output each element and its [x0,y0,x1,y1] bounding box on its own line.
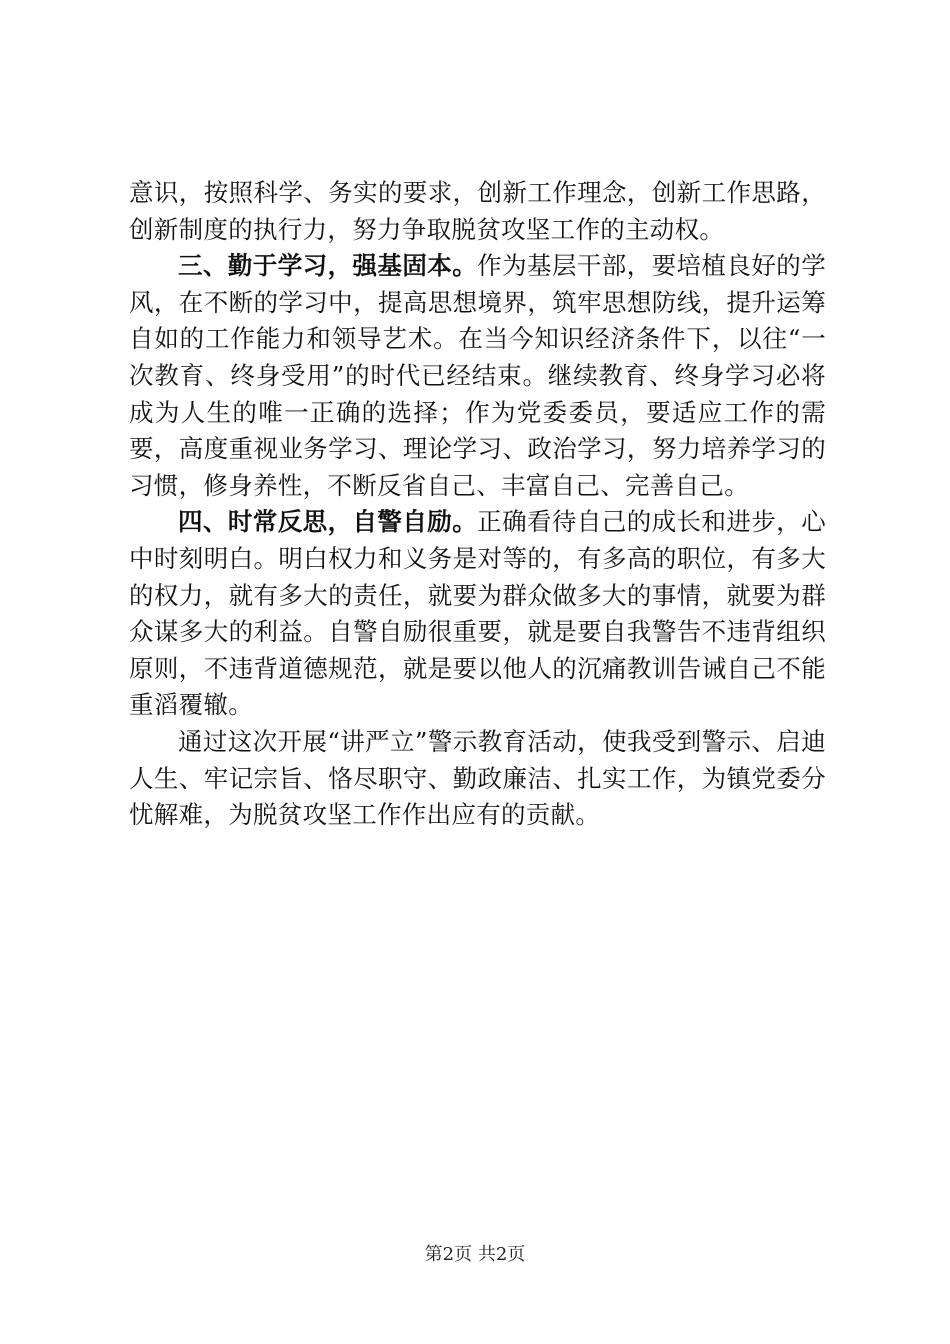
page-number-footer: 第2页 共2页 [424,1244,526,1265]
paragraph-text: 通过这次开展“讲严立”警示教育活动，使我受到警示、启迪人生、牢记宗旨、恪尽职守、勤政廉洁、扎实工作，为镇党委分忧解难，为脱贫攻坚工作作出应有的贡献。 [129,726,826,830]
paragraph-continuation [129,175,826,248]
paragraph-section-three [129,248,826,504]
paragraph-text: 正确看待自己的成长和进步，心中时刻明白。明白权力和义务是对等的，有多高的职位，有多大的权力，就有多大的责任，就要为群众做多大的事情，就要为群众谋多大的利益。自警自励很重要，就是要自我警告不违背组织原则，不违背道德规范，就是要以他人的沉痛教训告诫自己不能重滔覆辙。 [129,507,826,720]
paragraph-section-four [129,504,826,724]
paragraph-conclusion [129,724,826,834]
paragraph-text: 意识，按照科学、务实的要求，创新工作理念，创新工作思路，创新制度的执行力，努力争取脱贫攻坚工作的主动权。 [129,178,826,244]
section-heading: 四、时常反思，自警自励。 [178,507,478,537]
section-heading: 三、勤于学习，强基固本。 [178,251,478,281]
paragraph-text: 作为基层干部，要培植良好的学风，在不断的学习中，提高思想境界，筑牢思想防线，提升运筹自如的工作能力和领导艺术。在当今知识经济条件下，以往“一次教育、终身受用”的时代已经结束。继续教育、终身学习必将成为人生的唯一正确的选择；作为党委委员，要适应工作的需要，高度重视业务学习、理论学习、政治学习，努力培养学习的习惯，修身养性，不断反省自己、丰富自己、完善自己。 [129,251,826,500]
document-body [129,175,826,834]
